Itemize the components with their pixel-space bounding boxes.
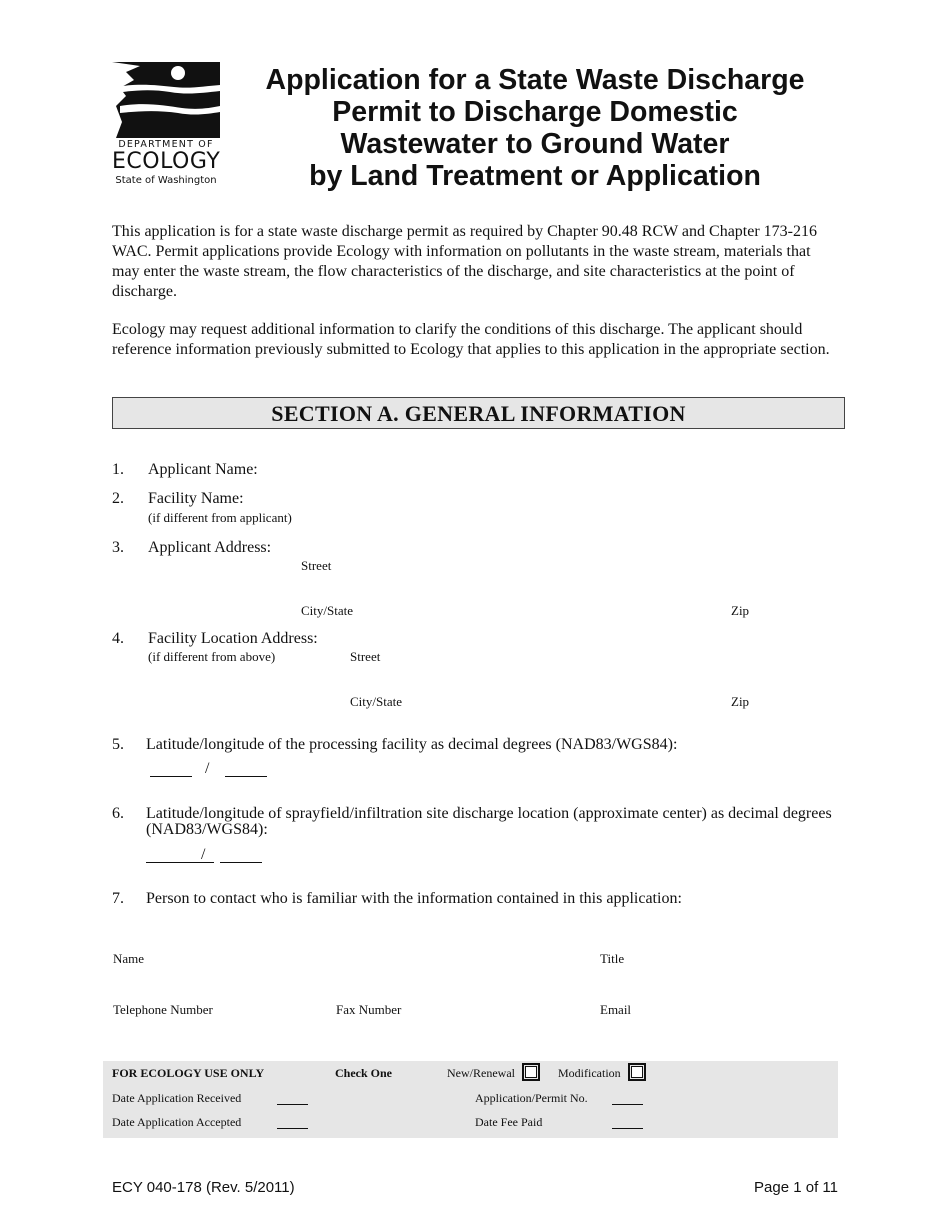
contact-name-label: Name — [113, 951, 145, 966]
contact-person-label: Person to contact who is familiar with the information contained in this application: — [146, 890, 682, 907]
document-title — [240, 64, 830, 192]
section-a-header: SECTION A. GENERAL INFORMATION — [112, 397, 845, 429]
new-renewal-checkbox[interactable] — [522, 1063, 540, 1081]
facility-name-label: Facility Name: — [148, 490, 244, 507]
ecology-logo — [112, 62, 222, 190]
item-number: 6. — [112, 805, 124, 822]
item-number: 1. — [112, 461, 124, 478]
permit-no-label: Application/Permit No. — [475, 1091, 588, 1105]
sprayfield-latlong-label-2: (NAD83/WGS84): — [146, 821, 268, 838]
date-accepted-input[interactable] — [277, 1128, 308, 1129]
logo-department: DEPARTMENT OF — [118, 139, 214, 150]
applicant-name-label: Applicant Name: — [148, 461, 258, 478]
latlong-separator: / — [205, 760, 210, 777]
fee-paid-input[interactable] — [612, 1128, 643, 1129]
logo-agency: ECOLOGY — [112, 149, 221, 174]
facility-location-note: (if different from above) — [148, 649, 276, 664]
date-received-input[interactable] — [277, 1104, 308, 1105]
sprayfield-longitude-input[interactable] — [220, 862, 262, 863]
contact-fax-label: Fax Number — [336, 1002, 402, 1017]
latlong-separator: / — [201, 846, 206, 863]
check-one-label: Check One — [335, 1066, 392, 1080]
new-renewal-label: New/Renewal — [447, 1066, 515, 1080]
applicant-address-label: Applicant Address: — [148, 539, 272, 556]
facility-zip-label: Zip — [731, 694, 750, 709]
item-number: 4. — [112, 630, 124, 647]
intro-paragraph-1: This application is for a state waste discharge permit as required by Chapter 90.48 RCW and Chapter 173-216 WAC. Permit applications provide Ecology with information on pollutants in the waste stream, materials that may enter the waste stream, the flow characteristics of the discharge, and site characteristics at the point of discharge. — [112, 223, 818, 300]
facility-location-label: Facility Location Address: — [148, 630, 318, 647]
item-number: 5. — [112, 736, 124, 753]
title-line: Permit to Discharge Domestic — [332, 96, 738, 128]
modification-checkbox[interactable] — [628, 1063, 646, 1081]
facility-latlong-label: Latitude/longitude of the processing facility as decimal degrees (NAD83/WGS84): — [146, 736, 678, 753]
item-number: 2. — [112, 490, 124, 507]
contact-title-label: Title — [600, 951, 625, 966]
title-line: Application for a State Waste Discharge — [265, 64, 805, 96]
sprayfield-latlong-label: Latitude/longitude of sprayfield/infiltration site discharge location (approximate center) as decimal degrees — [146, 805, 832, 822]
longitude-input[interactable] — [225, 776, 267, 777]
item-number: 3. — [112, 539, 124, 556]
form-id: ECY 040-178 (Rev. 5/2011) — [112, 1179, 295, 1196]
page-number: Page 1 of 11 — [754, 1179, 838, 1196]
item-number: 7. — [112, 890, 124, 907]
permit-no-input[interactable] — [612, 1104, 643, 1105]
intro-paragraph-2: Ecology may request additional information to clarify the conditions of this discharge. The applicant should reference information previously submitted to Ecology that applies to this application in the appropriate section. — [112, 321, 830, 358]
date-accepted-label: Date Application Accepted — [112, 1115, 242, 1129]
facility-city-label: City/State — [350, 694, 402, 709]
applicant-city-label: City/State — [301, 603, 353, 618]
date-received-label: Date Application Received — [112, 1091, 242, 1105]
fee-paid-label: Date Fee Paid — [475, 1115, 543, 1129]
ecology-use-heading: FOR ECOLOGY USE ONLY — [112, 1066, 265, 1080]
logo-state: State of Washington — [115, 175, 217, 186]
title-line: Wastewater to Ground Water — [340, 128, 730, 160]
contact-telephone-label: Telephone Number — [113, 1002, 213, 1017]
title-line: by Land Treatment or Application — [309, 160, 761, 192]
applicant-zip-label: Zip — [731, 603, 750, 618]
facility-name-note: (if different from applicant) — [148, 510, 292, 525]
facility-street-label: Street — [350, 649, 381, 664]
modification-label: Modification — [558, 1066, 621, 1080]
applicant-street-label: Street — [301, 558, 332, 573]
latitude-input[interactable] — [150, 776, 192, 777]
washington-state-icon — [112, 62, 220, 138]
contact-email-label: Email — [600, 1002, 632, 1017]
